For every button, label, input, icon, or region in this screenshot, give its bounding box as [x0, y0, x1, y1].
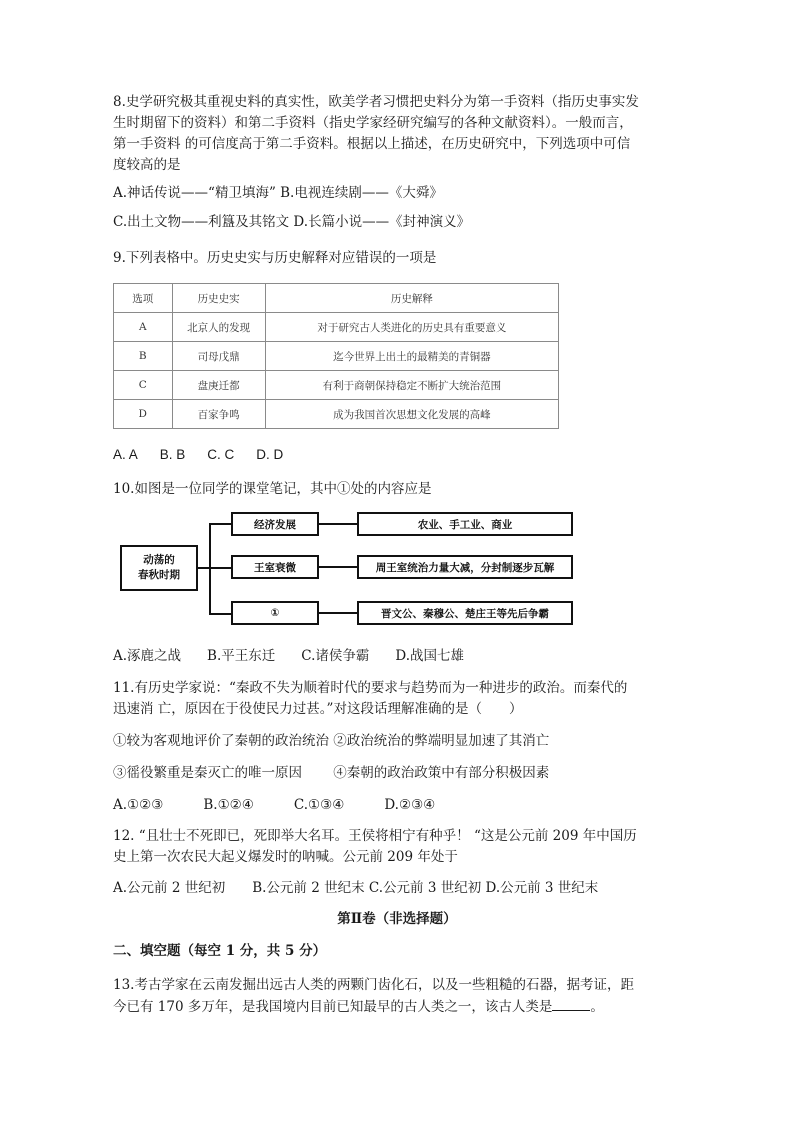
part2-title: 第Ⅱ卷（非选择题） — [337, 911, 457, 927]
q9-option-c: C. C — [207, 447, 235, 462]
q11-option-d: D.②③④ — [384, 797, 436, 813]
q11-stem-line-1: 11.有历史学家说：“秦政不失为顺着时代的要求与趋势而为一种进步的政治。而秦代的 — [113, 680, 628, 696]
answer-blank[interactable] — [552, 996, 590, 1011]
table-header-row — [114, 284, 559, 313]
q11-option-c: C.①③④ — [293, 797, 345, 813]
table-cell: 百家争鸣 — [172, 400, 265, 429]
branch-detail-box: 农业、手工业、商业 — [357, 512, 573, 536]
q9-option-b: B. B — [159, 447, 186, 462]
branch-detail-box: 晋文公、秦穆公、楚庄王等先后争霸 — [357, 601, 573, 625]
table-row — [114, 371, 559, 400]
table-row — [114, 400, 559, 429]
q11-option-a: A.①②③ — [113, 797, 164, 813]
q8-options-ab: A.神话传说——“精卫填海” B.电视连续剧——《大舜》 — [113, 185, 443, 201]
diagram-connector — [209, 613, 231, 615]
diagram-connector — [209, 567, 231, 569]
q8-options-cd: C.出土文物——利簋及其铭文 D.长篇小说——《封神演义》 — [113, 214, 471, 230]
q12-stem-line-2: 史上第一次农民大起义爆发时的呐喊。公元前 209 年处于 — [113, 849, 458, 865]
table-cell: A — [114, 313, 173, 342]
table-cell: 有利于商朝保持稳定不断扩大统治范围 — [265, 371, 558, 400]
table-cell: 成为我国首次思想文化发展的高峰 — [265, 400, 558, 429]
diagram-connector — [209, 524, 211, 614]
diagram-connector — [319, 566, 357, 568]
table-row — [114, 313, 559, 342]
table-cell: 对于研究古人类进化的历史具有重要意义 — [265, 313, 558, 342]
table-cell: B — [114, 342, 173, 371]
table-cell: 迄今世界上出土的最精美的青铜器 — [265, 342, 558, 371]
q11-option-b: B.①②④ — [203, 797, 254, 813]
q9-stem: 9.下列表格中。历史史实与历史解释对应错误的一项是 — [113, 250, 437, 266]
q12-options: A.公元前 2 世纪初 B.公元前 2 世纪末 C.公元前 3 世纪初 D.公元前 3 世纪末 — [113, 880, 599, 896]
diagram-connector — [319, 612, 357, 614]
q11-statements-1: ①较为客观地评价了秦朝的政治统治 ②政治统治的弊端明显加速了其消亡 — [113, 733, 550, 749]
q13-line-2-end: 。 — [590, 999, 604, 1015]
q8-stem-line-3: 第一手资料 的可信度高于第二手资料。根据以上描述，在历史研究中，下列选项中可信 — [113, 136, 631, 152]
table-cell: C — [114, 371, 173, 400]
branch-detail-box: 周王室统治力量大减，分封制逐步瓦解 — [357, 555, 573, 579]
table-cell: 北京人的发现 — [172, 313, 265, 342]
q10-option-d: D.战国七雄 — [395, 648, 465, 664]
q10-option-c: C.诸侯争霸 — [301, 648, 370, 664]
table-row — [114, 342, 559, 371]
q10-option-b: B.平王东迁 — [207, 648, 276, 664]
table-cell: 盘庚迁都 — [172, 371, 265, 400]
q13-line-2 — [113, 996, 604, 1017]
q11-stem-line-2: 迅速消 亡，原因在于役使民力过甚。”对这段话理解准确的是（ ） — [113, 701, 523, 717]
history-table — [113, 283, 559, 429]
section2-title: 二、填空题（每空 1 分，共 5 分） — [113, 943, 327, 959]
q8-stem-line-1: 8.史学研究极其重视史料的真实性，欧美学者习惯把史料分为第一手资料（指历史事实发 — [113, 94, 639, 110]
q10-options — [113, 646, 464, 666]
q8-stem-line-4: 度较高的是 — [113, 157, 181, 173]
table-cell: D — [114, 400, 173, 429]
q10-stem: 10.如图是一位同学的课堂笔记，其中①处的内容应是 — [113, 481, 432, 497]
diagram-root-box: 动荡的 春秋时期 — [120, 545, 198, 591]
diagram-connector — [209, 523, 231, 525]
q8-stem-line-2: 生时期留下的资料）和第二手资料（指史学家经研究编写的各种文献资料）。一般而言， — [113, 115, 633, 131]
branch-label-box: ① — [231, 601, 319, 625]
q9-options — [113, 445, 283, 465]
diagram-connector — [319, 523, 357, 525]
q13-line-1: 13.考古学家在云南发掘出远古人类的两颗门齿化石，以及一些粗糙的石器，据考证，距 — [113, 977, 634, 993]
q11-options — [113, 795, 435, 815]
q12-stem-line-1: 12. “且壮士不死即已，死即举大名耳。王侯将相宁有种乎！ “这是公元前 209 年中国历 — [113, 828, 637, 844]
q9-option-a: A. A — [113, 447, 138, 462]
q11-statements-2: ③徭役繁重是秦灭亡的唯一原因 ④秦朝的政治政策中有部分积极因素 — [113, 765, 550, 781]
branch-label-box: 经济发展 — [231, 512, 319, 536]
table-header-cell: 选项 — [114, 284, 173, 313]
branch-label-box: 王室衰微 — [231, 555, 319, 579]
table-cell: 司母戊鼎 — [172, 342, 265, 371]
q13-line-2-text: 今已有 170 多万年，是我国境内目前已知最早的古人类之一，该古人类是 — [113, 999, 553, 1015]
table-header-cell: 历史解释 — [265, 284, 558, 313]
q9-option-d: D. D — [256, 447, 284, 462]
table-header-cell: 历史史实 — [172, 284, 265, 313]
q10-option-a: A.涿鹿之战 — [113, 648, 182, 664]
